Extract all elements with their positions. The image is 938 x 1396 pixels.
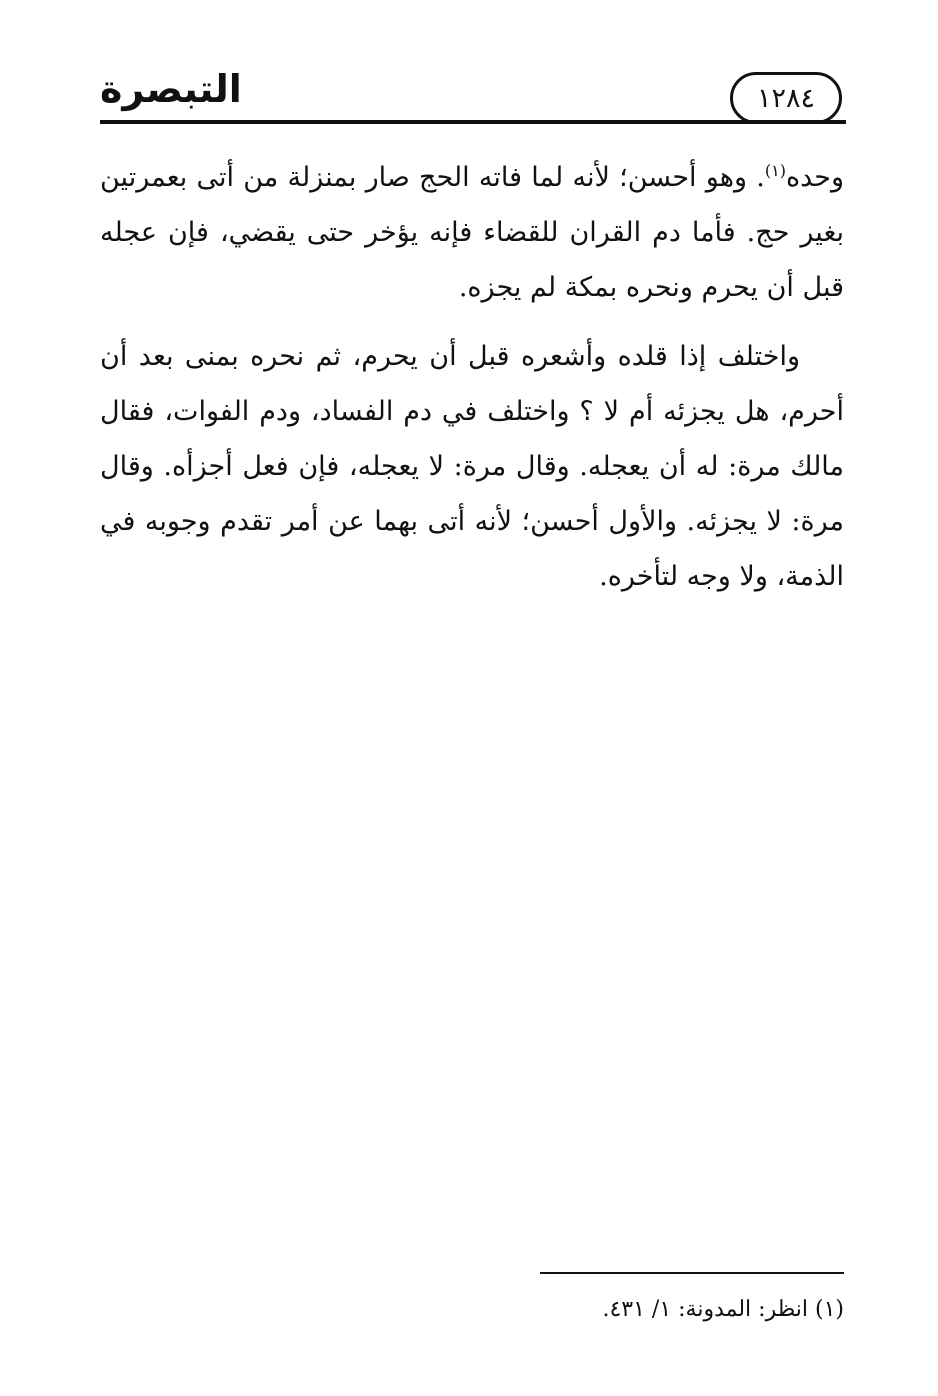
page-header <box>100 60 846 130</box>
paragraph-2: واختلف إذا قلده وأشعره قبل أن يحرم، ثم نحره بمنى بعد أن أحرم، هل يجزئه أم لا ؟ واختلف في دم الفساد، ودم الفوات، فقال مالك مرة: له أن يعجله. وقال مرة: لا يعجله، فإن فعل أجزأه. وقال مرة: لا يجزئه. والأول أحسن؛ لأنه أتى بهما عن أمر تقدم وجوبه في الذمة، ولا وجه لتأخره. <box>100 341 844 592</box>
footnote: (١) انظر: المدونة: ١/ ٤٣١. <box>602 1297 844 1322</box>
page-number: ١٢٨٤ <box>730 72 842 124</box>
header-rule <box>100 120 846 124</box>
main-text <box>100 150 844 618</box>
paragraph-1-rest: . وهو أحسن؛ لأنه لما فاته الحج صار بمنزلة من أتى بعمرتين بغير حج. فأما دم القران للقضاء فإنه يؤخر حتى يقضي، فإن عجله قبل أن يحرم ونحره بمكة لم يجزه. <box>100 162 844 303</box>
paragraph-1 <box>100 150 844 315</box>
footnote-reference: (١) <box>764 161 786 180</box>
footnote-divider <box>540 1272 844 1274</box>
book-title: التبصرة <box>100 67 242 111</box>
paragraph-1-lead: وحده <box>785 162 844 193</box>
